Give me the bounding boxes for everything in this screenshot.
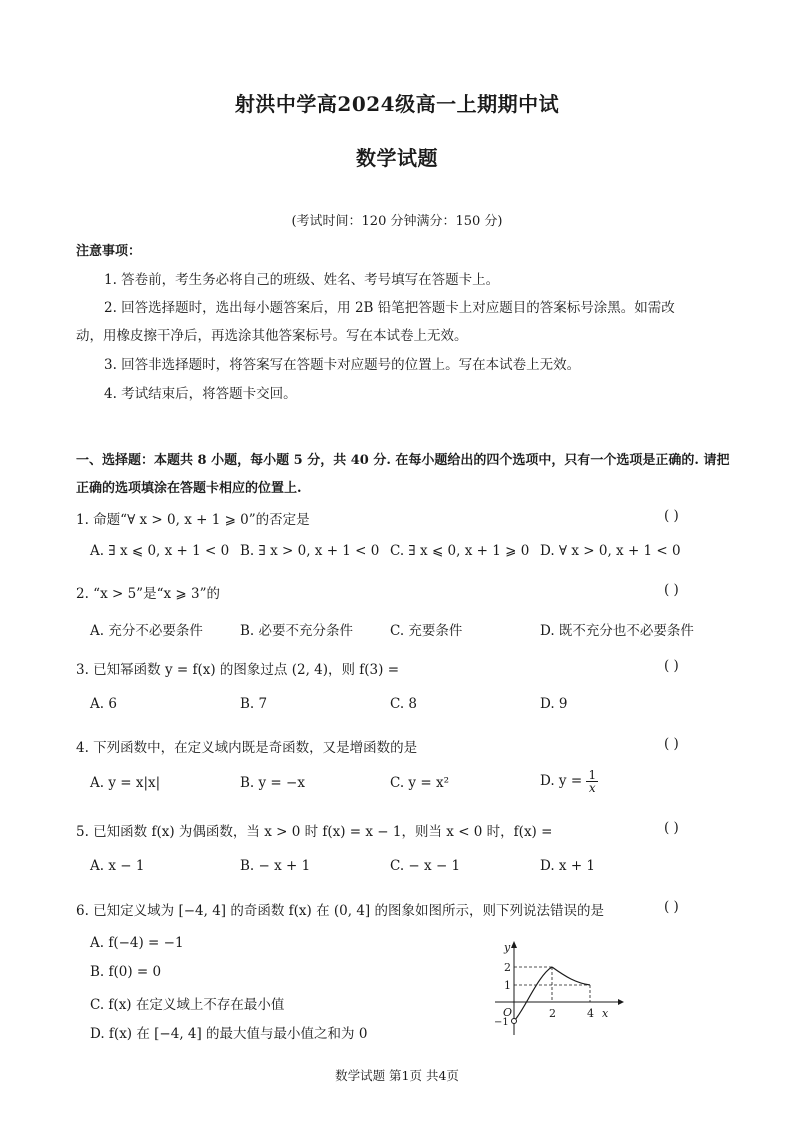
y-axis-arrow — [511, 941, 517, 948]
curve-falling — [552, 967, 590, 985]
section-heading: 一、选择题：本题共 8 小题，每小题 5 分，共 40 分. 在每小题给出的四个选项中，只有一个选项是正确的. 请把 — [76, 453, 730, 468]
question-stem: 4. 下列函数中，在定义域内既是奇函数，又是增函数的是 — [76, 740, 418, 756]
page-title: 射洪中学高2024级高一上期期中试 — [234, 92, 560, 116]
exam-info: (考试时间：120 分钟满分：150 分) — [291, 214, 503, 229]
note-item: 2. 回答选择题时，选出每小题答案后，用 2B 铅笔把答题卡上对应题目的答案标号涂黑。如需改 — [104, 300, 675, 316]
option-c: C. ∃ x ⩽ 0, x + 1 ⩾ 0 — [390, 543, 530, 559]
option-d — [540, 769, 598, 794]
note-item: 4. 考试结束后，将答题卡交回。 — [104, 386, 297, 402]
option-b: B. ∃ x > 0, x + 1 < 0 — [240, 543, 380, 559]
option-a: A. 充分不必要条件 — [90, 623, 203, 639]
option-d: D. x + 1 — [540, 858, 596, 874]
answer-blank: ( ) — [664, 899, 679, 915]
x-axis-arrow — [618, 999, 624, 1005]
function-graph — [490, 935, 630, 1045]
question-stem: 6. 已知定义域为 [−4, 4] 的奇函数 f(x) 在 (0, 4] 的图象如图所示，则下列说法错误的是 — [76, 903, 604, 919]
option-b: B. − x + 1 — [240, 858, 311, 874]
y-tick-label: 2 — [504, 961, 511, 974]
option-b: B. 必要不充分条件 — [240, 623, 354, 639]
page-subtitle: 数学试题 — [356, 146, 438, 170]
question-stem: 2. “x > 5”是“x ⩾ 3”的 — [76, 586, 220, 602]
option-c: C. 充要条件 — [390, 623, 463, 639]
option-a: A. 6 — [90, 696, 117, 712]
x-axis-label: x — [602, 1007, 609, 1020]
option-d: D. f(x) 在 [−4, 4] 的最大值与最小值之和为 0 — [90, 1026, 368, 1042]
note-item: 1. 答卷前，考生务必将自己的班级、姓名、考号填写在答题卡上。 — [104, 272, 500, 288]
option-b: B. 7 — [240, 696, 268, 712]
answer-blank: ( ) — [664, 820, 679, 836]
y-tick-label: 1 — [504, 979, 511, 992]
note-item: 3. 回答非选择题时，将答案写在答题卡对应题号的位置上。写在本试卷上无效。 — [104, 357, 581, 373]
question-stem: 1. 命题“∀ x > 0, x + 1 ⩾ 0”的否定是 — [76, 512, 310, 528]
option-a: A. f(−4) = −1 — [90, 935, 184, 951]
option-c: C. f(x) 在定义域上不存在最小值 — [90, 997, 285, 1013]
origin-label: O — [503, 1006, 513, 1019]
option-b: B. f(0) = 0 — [90, 964, 162, 980]
answer-blank: ( ) — [664, 508, 679, 524]
answer-blank: ( ) — [664, 658, 679, 674]
option-d: D. 既不充分也不必要条件 — [540, 623, 694, 639]
option-d-prefix: D. y = — [540, 773, 583, 789]
fraction — [586, 769, 598, 794]
page-footer: 数学试题 第1页 共4页 — [335, 1068, 459, 1083]
option-d: D. ∀ x > 0, x + 1 < 0 — [540, 543, 681, 559]
fraction-numerator: 1 — [588, 768, 597, 782]
question-stem: 3. 已知幂函数 y = f(x) 的图象过点 (2, 4)，则 f(3) = — [76, 662, 400, 678]
y-tick-label: −1 — [494, 1017, 509, 1028]
x-tick-label: 4 — [587, 1007, 594, 1020]
y-axis-label: y — [504, 941, 511, 954]
fraction-denominator: x — [588, 781, 596, 795]
question-stem: 5. 已知函数 f(x) 为偶函数，当 x > 0 时 f(x) = x − 1，则当 x < 0 时，f(x) = — [76, 824, 553, 840]
answer-blank: ( ) — [664, 736, 679, 752]
option-a: A. y = x|x| — [90, 775, 161, 791]
x-tick-label: 2 — [549, 1007, 556, 1020]
option-c: C. y = x² — [390, 775, 449, 791]
option-a: A. ∃ x ⩽ 0, x + 1 < 0 — [90, 543, 230, 559]
option-a: A. x − 1 — [90, 858, 145, 874]
notes-heading: 注意事项： — [76, 244, 142, 259]
option-c: C. 8 — [390, 696, 418, 712]
option-d: D. 9 — [540, 696, 568, 712]
option-c: C. − x − 1 — [390, 858, 461, 874]
curve-rising — [514, 967, 552, 1021]
option-b: B. y = −x — [240, 775, 305, 791]
section-heading-cont: 正确的选项填涂在答题卡相应的位置上. — [76, 481, 302, 496]
answer-blank: ( ) — [664, 582, 679, 598]
note-item: 动，用橡皮擦干净后，再选涂其他答案标号。写在本试卷上无效。 — [76, 328, 468, 344]
open-point — [512, 1019, 517, 1024]
